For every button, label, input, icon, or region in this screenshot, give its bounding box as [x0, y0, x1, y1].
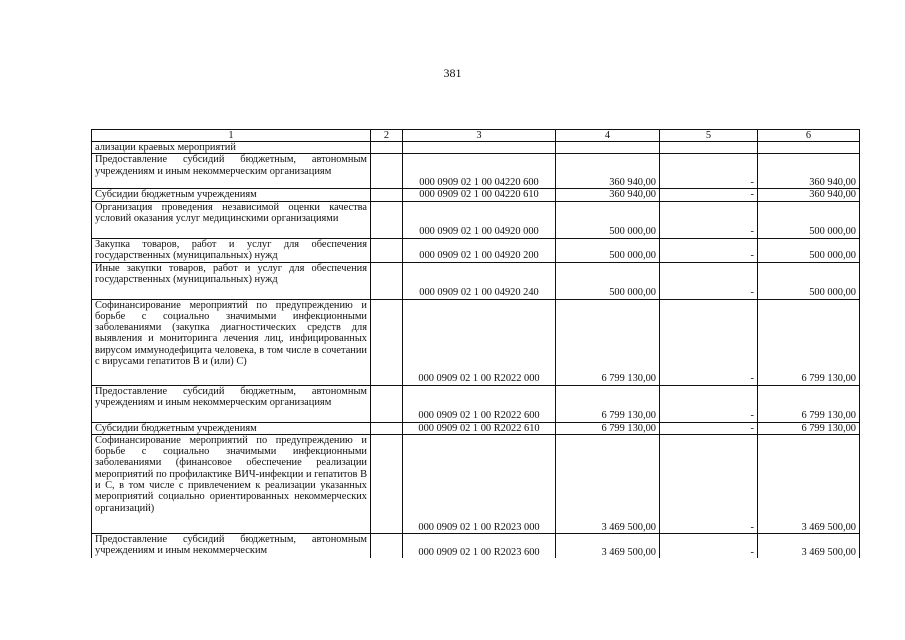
- row-total: 500 000,00: [758, 201, 860, 238]
- continuation-text: ализации краевых мероприятий: [92, 142, 371, 154]
- row-total: 6 799 130,00: [758, 299, 860, 385]
- row-change: -: [660, 189, 758, 201]
- row-amount: 3 469 500,00: [556, 434, 660, 533]
- row-change: -: [660, 262, 758, 299]
- header-col-3: 3: [403, 130, 556, 142]
- table-body: [92, 142, 860, 559]
- row-amount: 360 940,00: [556, 189, 660, 201]
- row-total: 6 799 130,00: [758, 422, 860, 434]
- row-name: Организация проведения независимой оценки качества условий оказания услуг медицинскими организациями: [92, 201, 371, 238]
- table-row: [92, 299, 860, 385]
- row-amount: 500 000,00: [556, 201, 660, 238]
- table-row: [92, 201, 860, 238]
- row-change: -: [660, 533, 758, 558]
- row-code: 000 0909 02 1 00 R2022 600: [403, 385, 556, 422]
- row-name: Предоставление субсидий бюджетным, автономным учреждениям и иным некоммерческим организациям: [92, 385, 371, 422]
- row-amount: 6 799 130,00: [556, 422, 660, 434]
- budget-table: [91, 129, 860, 558]
- row-code: 000 0909 02 1 00 R2022 000: [403, 299, 556, 385]
- row-total: 3 469 500,00: [758, 434, 860, 533]
- row-name: Предоставление субсидий бюджетным, автономным учреждениям и иным некоммерческим организациям: [92, 154, 371, 189]
- table-row: [92, 422, 860, 434]
- row-change: -: [660, 201, 758, 238]
- row-change: -: [660, 238, 758, 262]
- row-code: 000 0909 02 1 00 04920 000: [403, 201, 556, 238]
- row-total: 360 940,00: [758, 189, 860, 201]
- row-change: -: [660, 422, 758, 434]
- table-header: [92, 130, 860, 142]
- row-code: 000 0909 02 1 00 R2023 600: [403, 533, 556, 558]
- table-row: [92, 189, 860, 201]
- row-total: 360 940,00: [758, 154, 860, 189]
- row-name: Субсидии бюджетным учреждениям: [92, 422, 371, 434]
- table-row: [92, 238, 860, 262]
- table-row: [92, 154, 860, 189]
- header-col-2: 2: [371, 130, 403, 142]
- table-row: [92, 262, 860, 299]
- row-total: 500 000,00: [758, 262, 860, 299]
- row-change: -: [660, 434, 758, 533]
- table-row: [92, 385, 860, 422]
- table-row: [92, 533, 860, 558]
- row-total: 500 000,00: [758, 238, 860, 262]
- row-change: -: [660, 299, 758, 385]
- row-name: Субсидии бюджетным учреждениям: [92, 189, 371, 201]
- row-code: 000 0909 02 1 00 04920 240: [403, 262, 556, 299]
- row-name: Софинансирование мероприятий по предупреждению и борьбе с социально значимыми инфекционными заболеваниями (закупка диагностических средств для выявления и мониторинга лечения лиц, инфицированных вирусом иммунодефицита человека, в том числе в сочетании с вирусами гепатитов В и (или) С): [92, 299, 371, 385]
- row-code: 000 0909 02 1 00 04220 600: [403, 154, 556, 189]
- row-change: -: [660, 154, 758, 189]
- row-amount: 360 940,00: [556, 154, 660, 189]
- row-change: -: [660, 385, 758, 422]
- row-code: 000 0909 02 1 00 R2023 000: [403, 434, 556, 533]
- table-row: [92, 434, 860, 533]
- row-amount: 500 000,00: [556, 238, 660, 262]
- row-code: 000 0909 02 1 00 04920 200: [403, 238, 556, 262]
- row-name: Закупка товаров, работ и услуг для обеспечения государственных (муниципальных) нужд: [92, 238, 371, 262]
- row-name: Иные закупки товаров, работ и услуг для обеспечения государственных (муниципальных) нужд: [92, 262, 371, 299]
- row-total: 3 469 500,00: [758, 533, 860, 558]
- row-code: 000 0909 02 1 00 R2022 610: [403, 422, 556, 434]
- table-row-continuation: [92, 142, 860, 154]
- row-name: Предоставление субсидий бюджетным, автономным учреждениям и иным некоммерческим: [92, 533, 371, 558]
- row-total: 6 799 130,00: [758, 385, 860, 422]
- row-amount: 6 799 130,00: [556, 385, 660, 422]
- header-col-1: 1: [92, 130, 371, 142]
- row-name: Софинансирование мероприятий по предупреждению и борьбе с социально значимыми инфекционными заболеваниями (финансовое обеспечение реализации мероприятий по профилактике ВИЧ-инфекции и гепатитов В и С, в том числе с привлечением к реализации указанных мероприятий социально ориентированных некоммерческих организаций): [92, 434, 371, 533]
- row-amount: 500 000,00: [556, 262, 660, 299]
- header-col-4: 4: [556, 130, 660, 142]
- row-code: 000 0909 02 1 00 04220 610: [403, 189, 556, 201]
- header-col-5: 5: [660, 130, 758, 142]
- header-col-6: 6: [758, 130, 860, 142]
- row-amount: 6 799 130,00: [556, 299, 660, 385]
- page-number: 381: [443, 66, 462, 80]
- row-amount: 3 469 500,00: [556, 533, 660, 558]
